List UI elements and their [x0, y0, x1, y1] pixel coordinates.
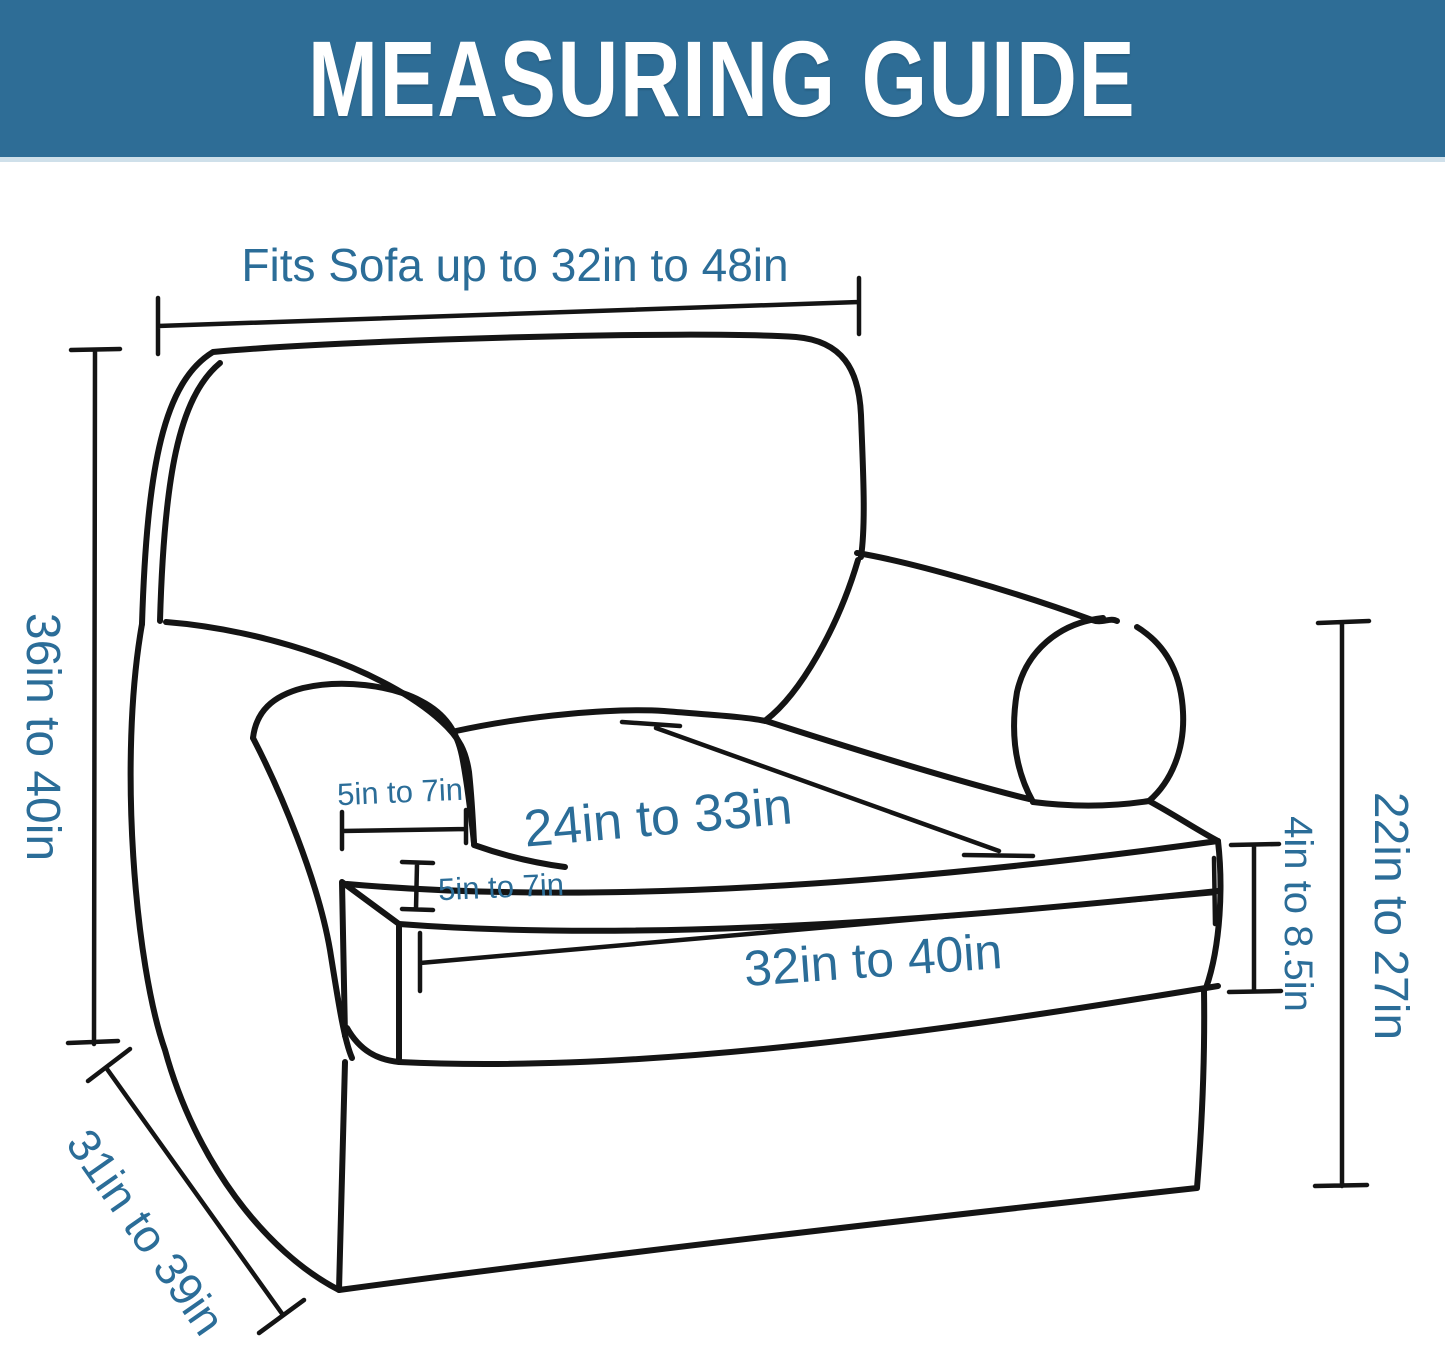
label-arm-front-width: 5in to 7in — [336, 771, 464, 813]
right-arm-bolster-bottom — [1033, 801, 1218, 841]
label-base-depth: 31in to 39in — [56, 1119, 236, 1345]
label-sofa-width: Fits Sofa up to 32in to 48in — [241, 239, 789, 291]
label-back-height: 36in to 40in — [16, 612, 69, 862]
left-arm-front-panel-top — [253, 684, 474, 843]
backrest-outline — [142, 335, 864, 624]
label-cushion-thickness: 4in to 8.5in — [1276, 816, 1320, 1012]
skirt-outline — [339, 990, 1204, 1290]
dim-line-cushion-thickness — [1229, 844, 1281, 992]
label-front-edge-height: 5in to 7in — [437, 866, 565, 908]
label-arm-height: 22in to 27in — [1364, 791, 1417, 1041]
dim-line-back-height — [68, 349, 120, 1044]
left-arm-top-edge — [166, 622, 474, 843]
seat-right-edge — [766, 721, 1029, 799]
right-arm-bolster-left — [1014, 618, 1103, 802]
backrest-bottom-edge — [456, 710, 765, 731]
backrest-left-seam — [160, 363, 220, 621]
cushion-band-bottom-edge — [347, 986, 1218, 1064]
dim-line-arm-height — [1315, 621, 1369, 1186]
right-arm-top-edge — [857, 553, 1117, 621]
chair-left-side — [131, 624, 339, 1290]
backrest-right-inner-edge — [766, 560, 858, 720]
right-arm-bolster-right — [1137, 627, 1183, 801]
page-title: MEASURING GUIDE — [308, 18, 1137, 139]
label-front-width: 32in to 40in — [742, 923, 1004, 997]
label-seat-depth: 24in to 33in — [521, 777, 795, 859]
dim-line-arm-front-width — [342, 810, 466, 849]
